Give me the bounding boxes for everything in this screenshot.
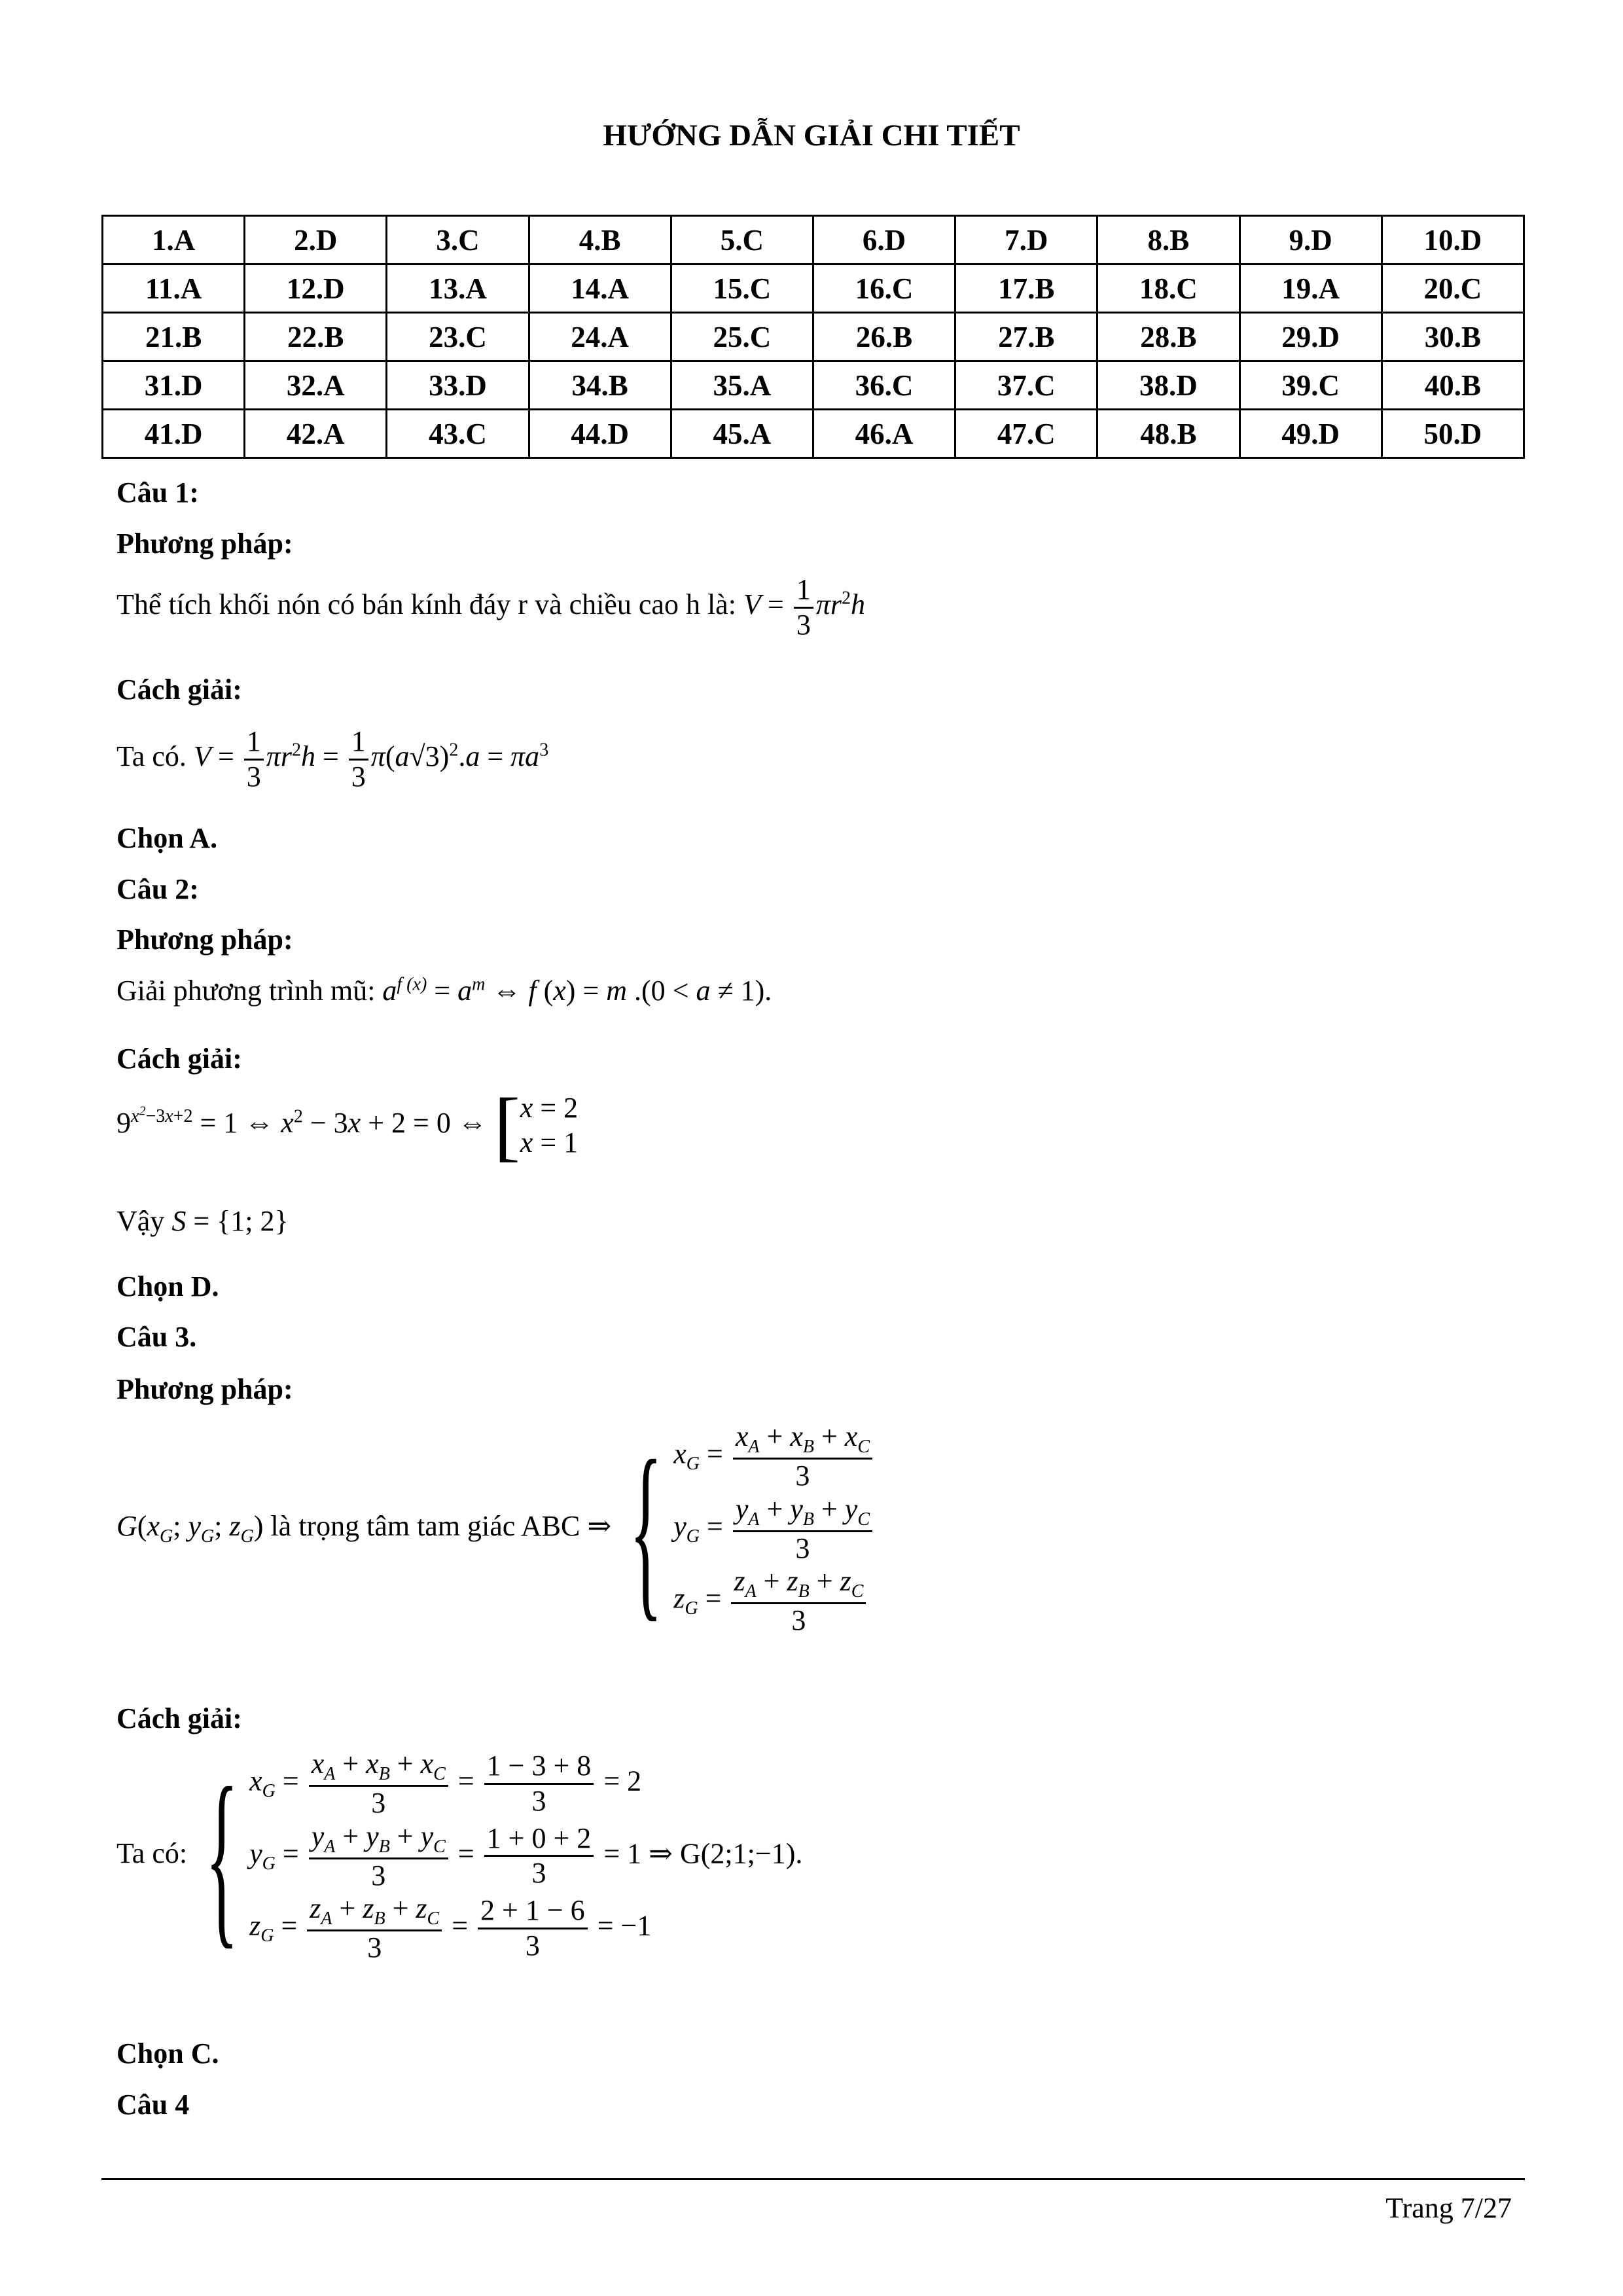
exp-equation-rule: $a^{f (x)} = a^m$ ⇔ f (x) = m .(0 < a ≠ 1). xyxy=(382,974,772,1007)
q2-method-line xyxy=(116,974,772,1007)
q3-heading: Câu 3. xyxy=(116,1321,197,1353)
q4-heading: Câu 4 xyxy=(116,2089,190,2121)
answer-cell: 13.A xyxy=(387,264,529,313)
q1-solution-line xyxy=(116,725,548,793)
centroid-notation: $G(x_G$; $y_G$; $z_G$) xyxy=(116,1509,264,1547)
q2-choice: Chọn D. xyxy=(116,1270,219,1302)
answer-cell: 1.A xyxy=(103,216,245,264)
answer-cell: 45.A xyxy=(671,410,813,458)
centroid-computation-system: { $x_G$ = $\frac{x_A + x_B + x_C}{3}$ = $\frac{1 - 3 + 8}{3}$ = 2 $y_G$ = $\frac{y_A + y_B + y_C}{3}$ = $\frac{1 + 0 + 2}{3}$ = 1 ⇒ G(2;1;−1). $z_G$ = $\frac{z_A + z_B + z_C}{3}$ = $\frac{2 + 1 - 6}{3}$ = −1 xyxy=(205,1747,803,1965)
answer-cell: 9.D xyxy=(1240,216,1382,264)
answer-cell: 40.B xyxy=(1382,361,1524,410)
answer-cell: 49.D xyxy=(1240,410,1382,458)
answer-row xyxy=(103,410,1524,458)
q1-choice: Chọn A. xyxy=(116,822,218,854)
answer-row xyxy=(103,264,1524,313)
answer-cell: 35.A xyxy=(671,361,813,410)
answer-cell: 6.D xyxy=(813,216,955,264)
answer-cell: 10.D xyxy=(1382,216,1524,264)
answer-cell: 41.D xyxy=(103,410,245,458)
answer-cell: 39.C xyxy=(1240,361,1382,410)
answer-cell: 48.B xyxy=(1097,410,1240,458)
q2-solution-line xyxy=(116,1082,579,1169)
answer-cell: 27.B xyxy=(955,313,1097,361)
q2-solution-label: Cách giải: xyxy=(116,1043,242,1075)
answer-cell: 44.D xyxy=(529,410,671,458)
page-title: HƯỚNG DẪN GIẢI CHI TIẾT xyxy=(603,118,1020,152)
q2-computation: $9^{x^2-3x+2} = 1$ ⇔ $x^2 - 3x + 2 = 0$ ⇔ [ x = 2 x = 1 xyxy=(116,1082,579,1169)
answer-cell: 37.C xyxy=(955,361,1097,410)
answer-cell: 18.C xyxy=(1097,264,1240,313)
answer-cell: 38.D xyxy=(1097,361,1240,410)
answer-cell: 14.A xyxy=(529,264,671,313)
q1-solution-prefix: Ta có. xyxy=(116,740,187,773)
answer-row xyxy=(103,313,1524,361)
q3-solution-line xyxy=(116,1748,802,1965)
cone-volume-formula: V = $\frac{1}{3}$ $\pi r^2h$ xyxy=(743,573,866,641)
answer-cell: 50.D xyxy=(1382,410,1524,458)
answer-cell: 22.B xyxy=(245,313,387,361)
answer-cell: 8.B xyxy=(1097,216,1240,264)
q2-method-label: Phương pháp: xyxy=(116,924,293,956)
q1-computation: V = $\frac{1}{3}$ $\pi r^2h$ = $\frac{1}{3}$ $\pi(a√3)^2.a = \pi a^3$ xyxy=(193,725,549,793)
answer-cell: 17.B xyxy=(955,264,1097,313)
answer-cell: 25.C xyxy=(671,313,813,361)
q2-heading: Câu 2: xyxy=(116,873,199,905)
q2-method-text: Giải phương trình mũ: xyxy=(116,975,376,1007)
q3-method-label: Phương pháp: xyxy=(116,1373,293,1405)
q3-method-text: là trọng tâm tam giác ABC xyxy=(270,1509,580,1542)
answer-cell: 36.C xyxy=(813,361,955,410)
q3-solution-prefix: Ta có: xyxy=(116,1837,188,1869)
q1-method-line xyxy=(116,573,865,641)
answer-row xyxy=(103,361,1524,410)
q1-method-label: Phương pháp: xyxy=(116,528,293,560)
answer-cell: 7.D xyxy=(955,216,1097,264)
page-number: Trang 7/27 xyxy=(1385,2192,1512,2224)
answer-cell: 46.A xyxy=(813,410,955,458)
answer-cell: 2.D xyxy=(245,216,387,264)
q1-method-text: Thể tích khối nón có bán kính đáy r và chiều cao h là: xyxy=(116,588,736,621)
answer-cell: 29.D xyxy=(1240,313,1382,361)
answer-cell: 47.C xyxy=(955,410,1097,458)
answer-cell: 26.B xyxy=(813,313,955,361)
answer-cell: 32.A xyxy=(245,361,387,410)
answer-cell: 24.A xyxy=(529,313,671,361)
answer-cell: 4.B xyxy=(529,216,671,264)
q1-heading: Câu 1: xyxy=(116,476,199,509)
answer-cell: 12.D xyxy=(245,264,387,313)
centroid-formula-system: { $x_G$ = $\frac{x_A + x_B + x_C}{3}$ $y_G$ = $\frac{y_A + y_B + y_C}{3}$ $z_G$ = $\frac{z_A + z_B + z_C}{3}$ xyxy=(618,1420,875,1638)
answer-cell: 3.C xyxy=(387,216,529,264)
q3-solution-label: Cách giải: xyxy=(116,1702,242,1734)
answer-cell: 11.A xyxy=(103,264,245,313)
answer-cell: 34.B xyxy=(529,361,671,410)
answer-cell: 19.A xyxy=(1240,264,1382,313)
q2-conclusion-prefix: Vậy xyxy=(116,1205,165,1237)
q2-conclusion-line xyxy=(116,1204,289,1238)
q3-result: G(2;1;−1). xyxy=(680,1837,803,1869)
answer-cell: 20.C xyxy=(1382,264,1524,313)
answer-row xyxy=(103,216,1524,264)
answer-cell: 43.C xyxy=(387,410,529,458)
answer-cell: 33.D xyxy=(387,361,529,410)
q1-solution-label: Cách giải: xyxy=(116,673,242,706)
answer-cell: 31.D xyxy=(103,361,245,410)
answer-cell: 16.C xyxy=(813,264,955,313)
q3-choice: Chọn C. xyxy=(116,2037,219,2070)
answer-cell: 15.C xyxy=(671,264,813,313)
answer-cell: 30.B xyxy=(1382,313,1524,361)
answer-cell: 23.C xyxy=(387,313,529,361)
q3-method-line: $G(x_G$; $y_G$; $z_G$) là trọng tâm tam giác ABC ⇒ { $x_G$ = $\frac{x_A + x_B + x_C}{3}$ $y_G$ = $\frac{y_A + y_B + y_C}{3}$ $z_G$ = $\frac{z_A + z_B + z_C}{3}$ xyxy=(116,1420,875,1638)
answer-cell: 28.B xyxy=(1097,313,1240,361)
footer-divider xyxy=(101,2178,1525,2180)
answer-cell: 5.C xyxy=(671,216,813,264)
answer-cell: 42.A xyxy=(245,410,387,458)
q2-solution-set: S = {1; 2} xyxy=(171,1205,289,1237)
answer-cell: 21.B xyxy=(103,313,245,361)
answer-key-table xyxy=(101,215,1525,459)
